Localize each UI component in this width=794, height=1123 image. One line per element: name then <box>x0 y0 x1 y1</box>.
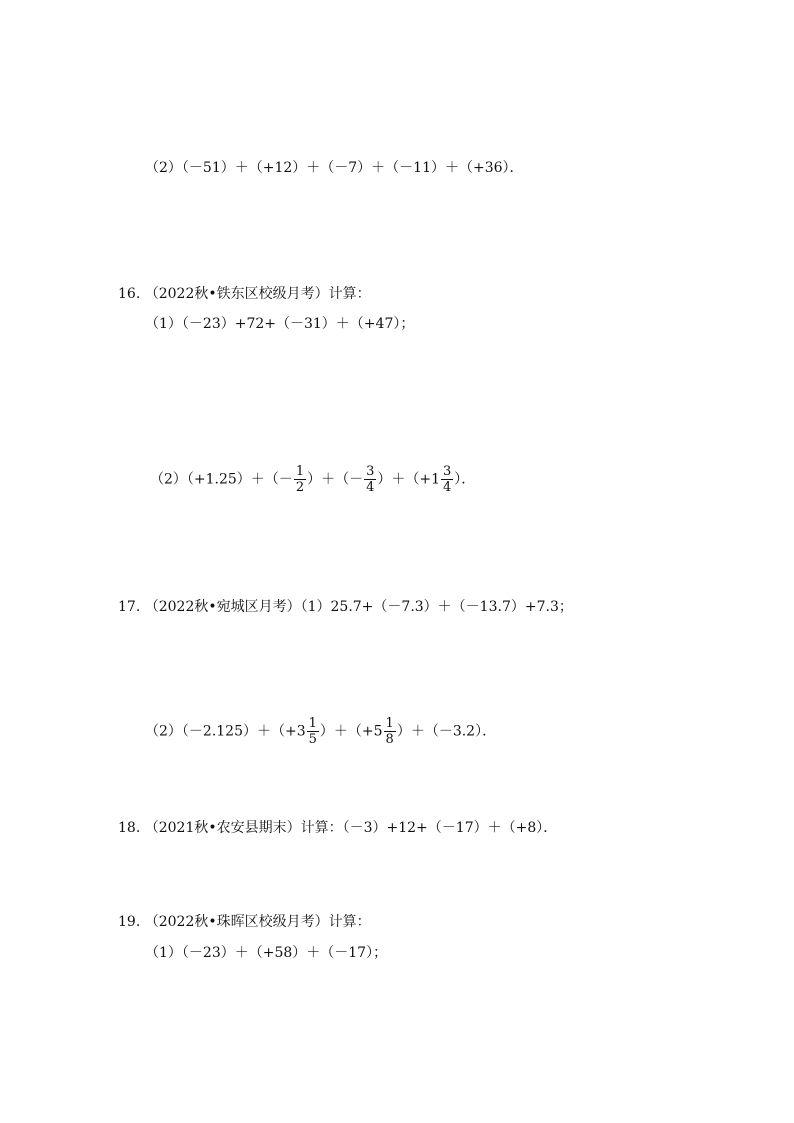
numerator: 1 <box>385 716 394 731</box>
problem-17-number: 17. <box>118 599 141 615</box>
problem-16-number: 16. <box>118 286 141 302</box>
denominator: 8 <box>385 732 394 747</box>
expression-text: （2）（+1.25）＋（－ <box>150 471 293 488</box>
denominator: 2 <box>295 480 305 495</box>
problem-16-part-2 <box>150 464 475 495</box>
problem-18-text: （2021秋•农安县期末）计算：（－3）+12+（－17）＋（+8）． <box>144 820 558 836</box>
expression-text: ）＋（－ <box>307 471 364 488</box>
problem-16-heading <box>118 284 371 304</box>
problem-19-source: （2022秋•珠晖区校级月考）计算： <box>144 914 371 930</box>
numerator: 1 <box>295 464 305 479</box>
problem-18-heading <box>118 818 557 838</box>
problem-17-part-2 <box>145 716 496 747</box>
problem-15-part-2: （2）（－51）＋（+12）＋（－7）＋（－11）＋（+36）． <box>145 160 524 176</box>
problem-19-number: 19. <box>118 914 141 930</box>
problem-17-text: （2022秋•宛城区月考）（1）25.7+（－7.3）＋（－13.7）+7.3； <box>144 599 573 615</box>
denominator: 5 <box>308 732 317 747</box>
denominator: 4 <box>366 480 375 495</box>
problem-17-heading <box>118 597 573 617</box>
expression-text: ）＋（+1 <box>377 471 441 488</box>
problem-19-heading <box>118 912 371 932</box>
expression-text: ）＋（+5 <box>319 723 383 740</box>
fraction <box>441 464 453 495</box>
fraction <box>384 716 396 747</box>
expression-text: （2）（－2.125）＋（+3 <box>145 723 306 740</box>
problem-18-number: 18. <box>118 820 141 836</box>
numerator: 3 <box>443 464 452 479</box>
numerator: 3 <box>366 464 375 479</box>
expression-text: ）． <box>454 471 476 488</box>
numerator: 1 <box>308 716 317 731</box>
fraction <box>294 464 306 495</box>
problem-19-part-1: （1）（－23）＋（+58）＋（－17）； <box>145 945 388 961</box>
problem-16-source: （2022秋•铁东区校级月考）计算： <box>144 286 371 302</box>
denominator: 4 <box>443 480 452 495</box>
expression-text: ）＋（－3.2）． <box>396 723 497 740</box>
fraction <box>364 464 376 495</box>
fraction <box>307 716 319 747</box>
problem-16-part-1: （1）（－23）+72+（－31）＋（+47）； <box>145 316 415 332</box>
